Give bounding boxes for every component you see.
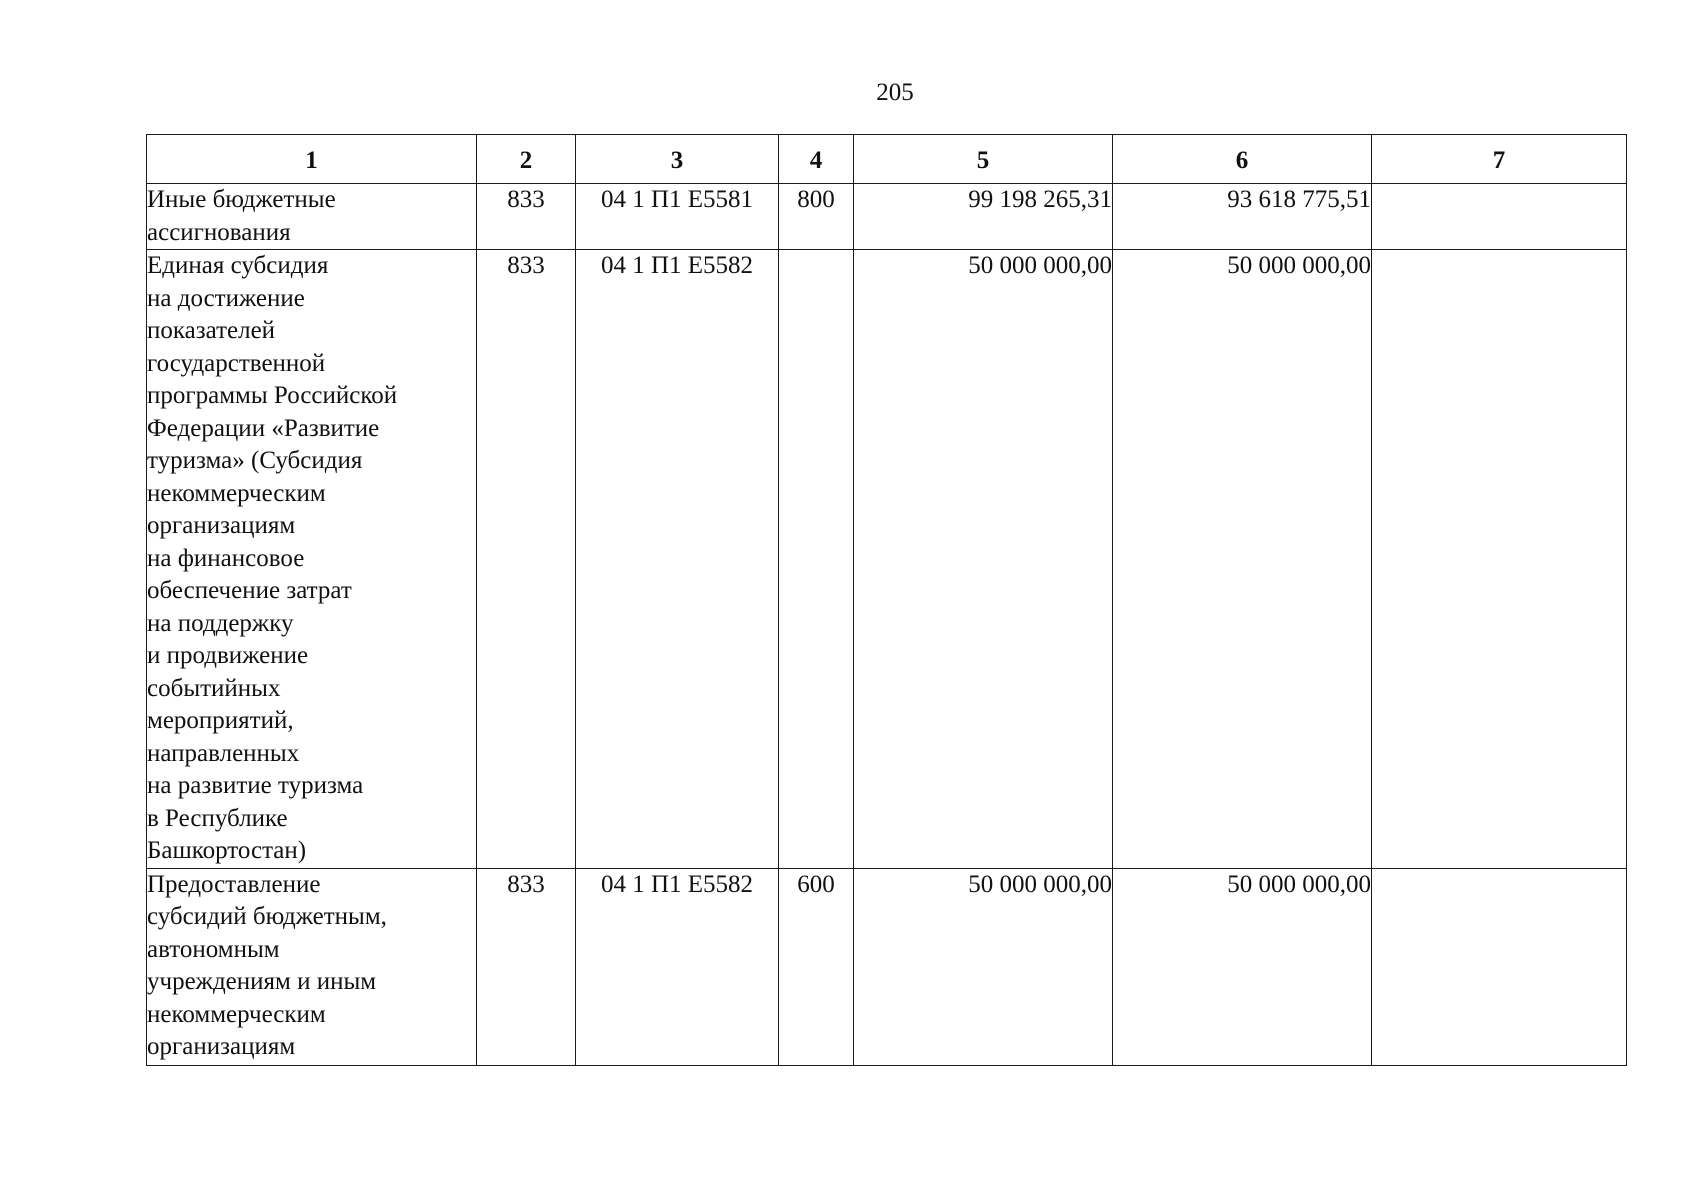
amount-col5-cell: 50 000 000,00 (854, 868, 1113, 1065)
column-header-4: 4 (779, 135, 854, 184)
column-header-2: 2 (477, 135, 576, 184)
column-header-1: 1 (147, 135, 477, 184)
row-name: Предоставление субсидий бюджетным, автономным учреждениям и иным некоммерческим организациям (147, 870, 387, 1060)
page-number: 205 (876, 79, 914, 106)
expense-type-cell: 600 (779, 868, 854, 1065)
amount-col5-cell: 50 000 000,00 (854, 250, 1113, 869)
header-row (147, 135, 1627, 184)
row-name: Единая субсидия на достижение показателей государственной программы Российской Федерации «Развитие туризма» (Субсидия некоммерческим организациям на финансовое обеспечение затрат на поддержку и продвижение событийных мероприятий, направленных на развитие туризма в Республике Башкортостан) (147, 252, 398, 864)
expense-type-cell (779, 250, 854, 869)
row-name-cell (147, 250, 477, 869)
table-row (147, 868, 1627, 1065)
amount-col6-cell: 93 618 775,51 (1113, 184, 1372, 250)
amount-col7-cell (1372, 184, 1627, 250)
admin-code-cell: 833 (477, 184, 576, 250)
table-row (147, 184, 1627, 250)
amount-col7-cell (1372, 868, 1627, 1065)
column-header-5: 5 (854, 135, 1113, 184)
row-name: Иные бюджетные ассигнования (147, 186, 336, 246)
amount-col6-cell: 50 000 000,00 (1113, 868, 1372, 1065)
row-name-cell (147, 868, 477, 1065)
amount-col7-cell (1372, 250, 1627, 869)
target-article-cell: 04 1 П1 Е5581 (576, 184, 779, 250)
expense-type-cell: 800 (779, 184, 854, 250)
amount-col6-cell: 50 000 000,00 (1113, 250, 1372, 869)
row-name-cell (147, 184, 477, 250)
admin-code-cell: 833 (477, 250, 576, 869)
target-article-cell: 04 1 П1 Е5582 (576, 250, 779, 869)
column-header-7: 7 (1372, 135, 1627, 184)
table-row (147, 250, 1627, 869)
target-article-cell: 04 1 П1 Е5582 (576, 868, 779, 1065)
amount-col5-cell: 99 198 265,31 (854, 184, 1113, 250)
budget-table (146, 134, 1627, 1066)
column-header-3: 3 (576, 135, 779, 184)
column-header-6: 6 (1113, 135, 1372, 184)
admin-code-cell: 833 (477, 868, 576, 1065)
